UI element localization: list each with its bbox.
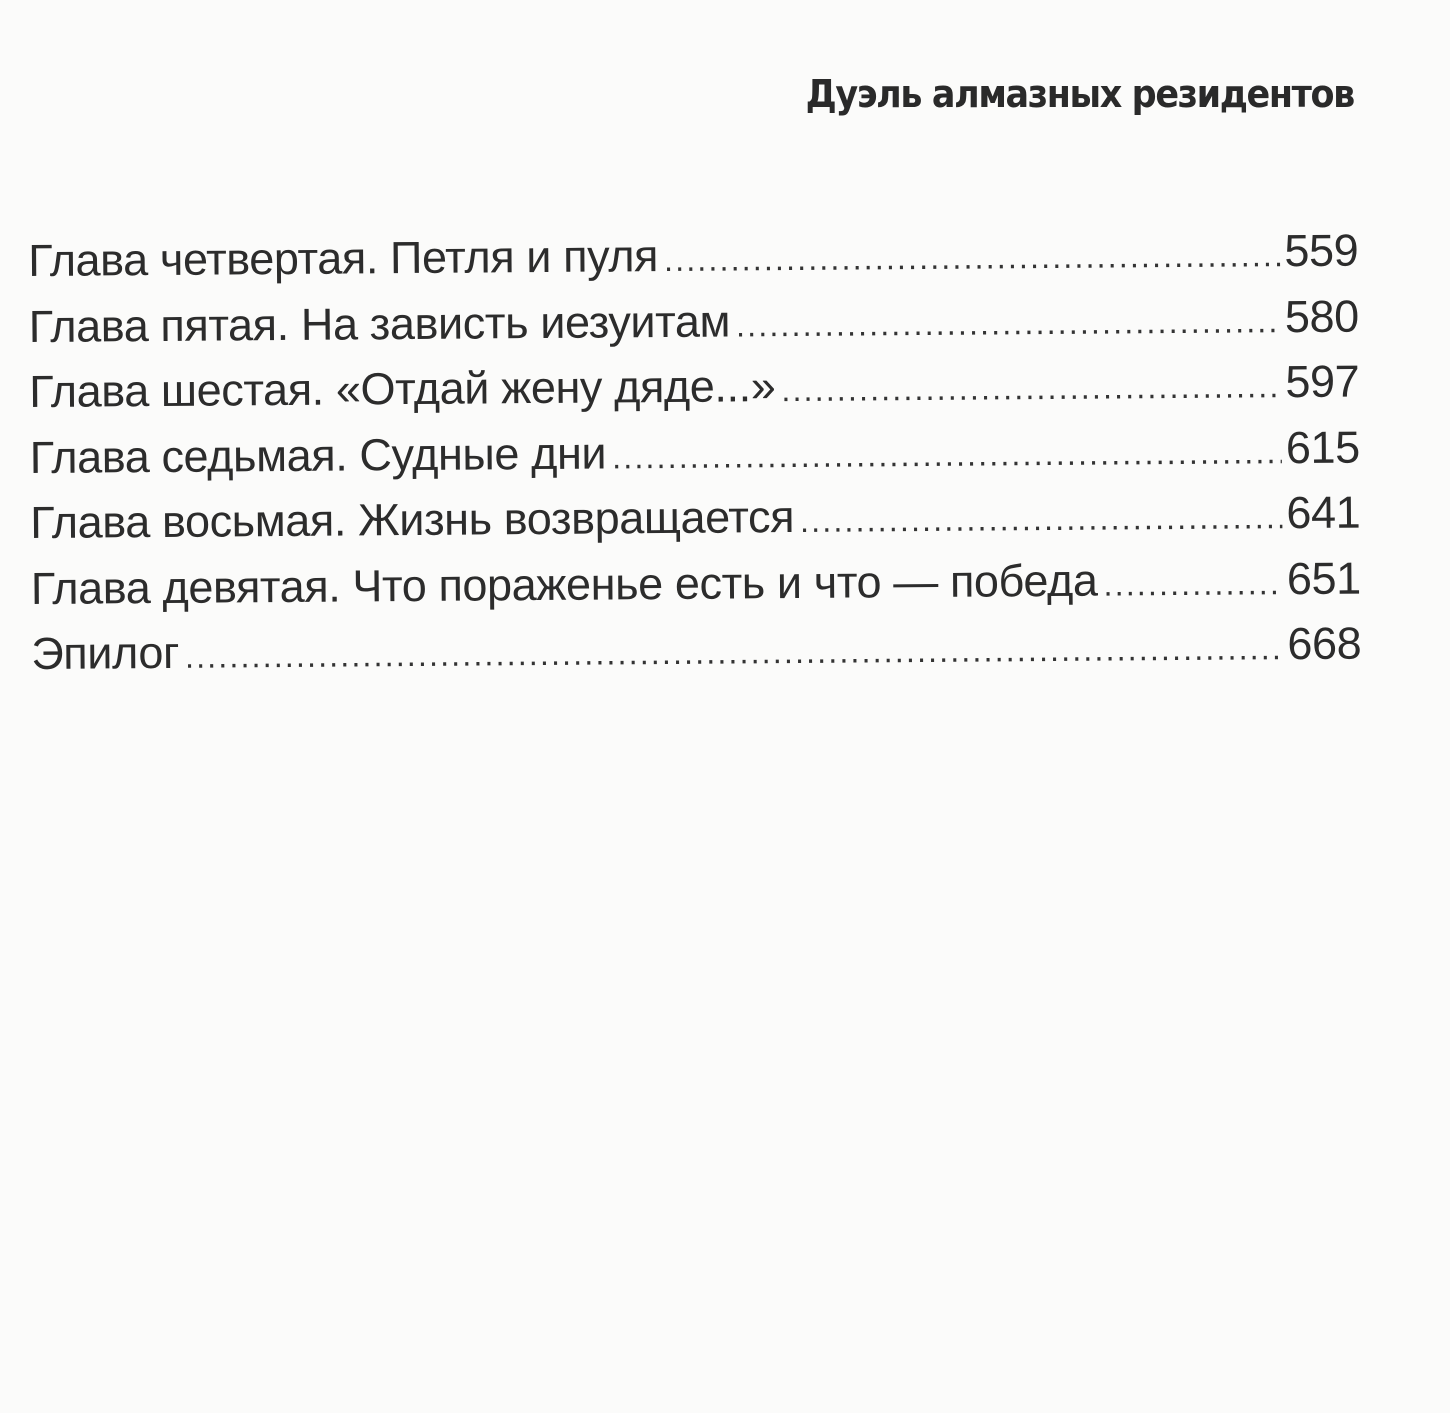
toc-dot-leader xyxy=(612,420,1282,490)
toc-dot-leader xyxy=(800,485,1283,554)
toc-entry-page: 615 xyxy=(1285,421,1360,473)
toc-entry-title: Эпилог xyxy=(31,626,180,679)
toc-entry-title: Глава девятая. Что пораженье есть и что — победа xyxy=(30,554,1098,614)
toc-entry xyxy=(31,611,1361,687)
running-header-title: Дуэль алмазных резидентов xyxy=(805,72,1354,116)
toc-dot-leader xyxy=(736,289,1281,358)
toc-entry-page: 559 xyxy=(1284,224,1359,277)
toc-entry-title: Глава восьмая. Жизнь возвращается xyxy=(30,490,795,548)
toc-entry-page: 641 xyxy=(1286,486,1361,539)
toc-dot-leader xyxy=(781,354,1282,423)
toc-entry xyxy=(29,349,1359,425)
toc-entry-page: 580 xyxy=(1284,290,1359,342)
toc-entry-title: Глава седьмая. Судные дни xyxy=(29,426,607,483)
table-of-contents xyxy=(28,218,1362,687)
toc-entry-page: 597 xyxy=(1285,355,1360,408)
toc-entry-title: Глава четвертая. Петля и пуля xyxy=(28,230,659,286)
toc-dot-leader xyxy=(664,223,1281,293)
toc-entry xyxy=(31,545,1361,621)
toc-entry xyxy=(30,480,1360,556)
toc-entry-page: 651 xyxy=(1286,552,1361,604)
toc-entry-title: Глава шестая. «Отдай жену дяде...» xyxy=(29,360,776,417)
toc-entry-page: 668 xyxy=(1287,617,1362,670)
toc-entry xyxy=(28,218,1358,294)
toc-dot-leader xyxy=(185,616,1284,690)
toc-entry xyxy=(30,414,1360,490)
toc-entry xyxy=(29,283,1359,359)
toc-dot-leader xyxy=(1103,551,1283,617)
toc-entry-title: Глава пятая. На зависть иезуитам xyxy=(28,294,731,352)
